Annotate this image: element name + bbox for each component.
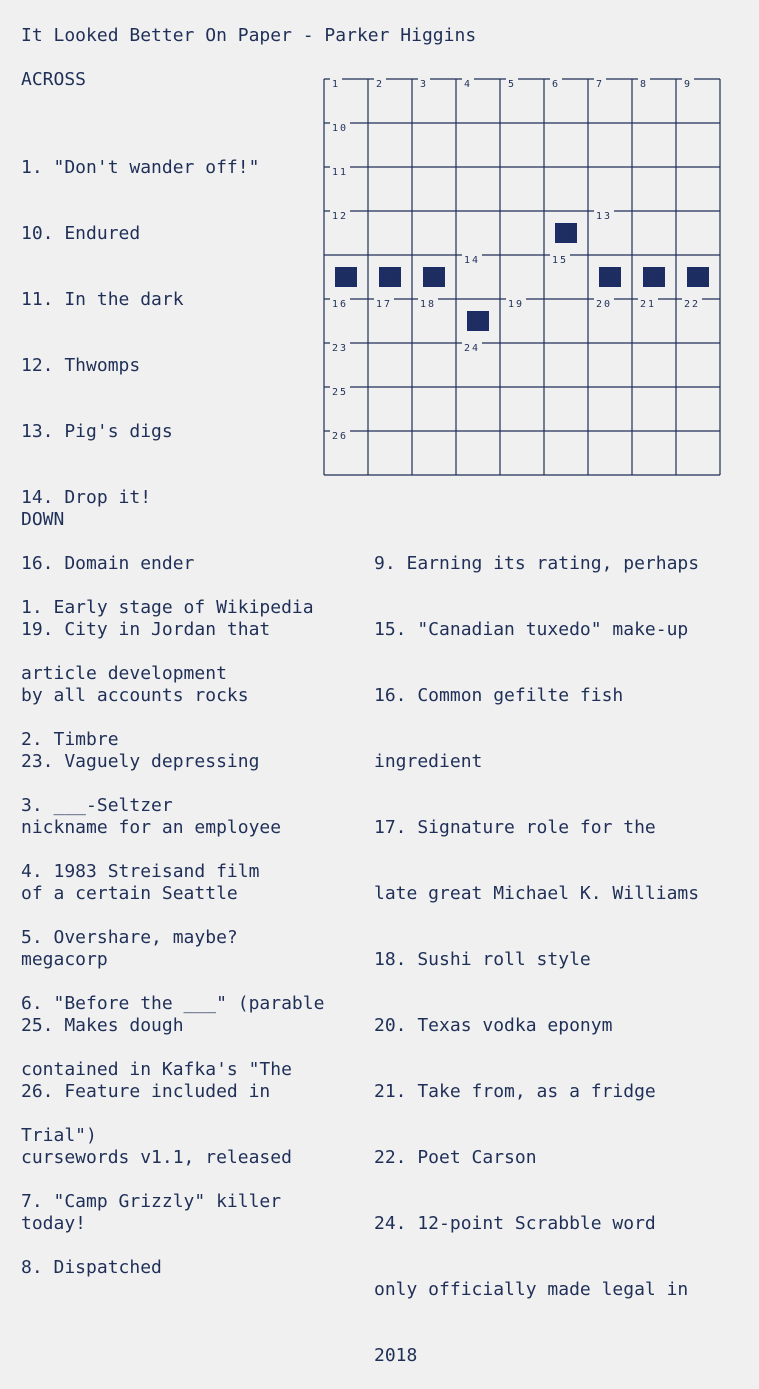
grid-cell[interactable]: [588, 123, 632, 167]
down-clue-line: 2. Timbre: [21, 729, 119, 750]
grid-cell[interactable]: [412, 167, 456, 211]
grid-cell[interactable]: [544, 387, 588, 431]
cell-number: 11: [332, 167, 349, 178]
down-clue-line: article development: [21, 663, 227, 684]
cell-number: 15: [552, 255, 569, 266]
grid-cell[interactable]: [456, 167, 500, 211]
down-clue-line: 1. Early stage of Wikipedia: [21, 597, 314, 618]
cell-number: 22: [684, 299, 701, 310]
grid-cell[interactable]: [368, 167, 412, 211]
across-clue-line: 19. City in Jordan that: [21, 619, 271, 640]
down-clue-line: ingredient: [374, 751, 483, 772]
cell-number: 7: [596, 79, 605, 90]
grid-cell[interactable]: [456, 387, 500, 431]
down-clue-line: 24. 12-point Scrabble word: [374, 1213, 656, 1234]
grid-cell[interactable]: [544, 123, 588, 167]
grid-cell[interactable]: [588, 431, 632, 475]
grid-cell[interactable]: [456, 211, 500, 255]
grid-cell[interactable]: [368, 123, 412, 167]
grid-cell[interactable]: [588, 387, 632, 431]
cell-number: 12: [332, 211, 349, 222]
grid-cell[interactable]: [500, 255, 544, 299]
grid-cell[interactable]: [588, 343, 632, 387]
cell-number: 5: [508, 79, 517, 90]
cell-number: 6: [552, 79, 561, 90]
grid-cell[interactable]: [368, 211, 412, 255]
cell-number: 16: [332, 299, 349, 310]
across-clue-line: 26. Feature included in: [21, 1081, 271, 1102]
grid-cell[interactable]: [412, 123, 456, 167]
down-clue-line: 18. Sushi roll style: [374, 949, 591, 970]
down-clue-line: 16. Common gefilte fish: [374, 685, 624, 706]
grid-cell[interactable]: [412, 431, 456, 475]
grid-cell[interactable]: [500, 343, 544, 387]
grid-cell[interactable]: [676, 211, 720, 255]
grid-cell[interactable]: [412, 343, 456, 387]
grid-cell[interactable]: [500, 123, 544, 167]
across-clue-line: megacorp: [21, 949, 108, 970]
cell-number: 8: [640, 79, 649, 90]
grid-cell[interactable]: [368, 431, 412, 475]
across-clue-line: 25. Makes dough: [21, 1015, 184, 1036]
across-clue-line: 23. Vaguely depressing: [21, 751, 260, 772]
grid-cell[interactable]: [544, 167, 588, 211]
black-square: [643, 267, 665, 287]
down-clue-line: 8. Dispatched: [21, 1257, 162, 1278]
cell-number: 21: [640, 299, 657, 310]
across-clue-line: 12. Thwomps: [21, 355, 141, 376]
grid-cell[interactable]: [676, 431, 720, 475]
grid-cell[interactable]: [676, 343, 720, 387]
grid-cell[interactable]: [456, 123, 500, 167]
grid-cell[interactable]: [368, 387, 412, 431]
down-clue-line: 3. ___-Seltzer: [21, 795, 173, 816]
cell-number: 4: [464, 79, 473, 90]
cell-number: 3: [420, 79, 429, 90]
across-clue-line: 13. Pig's digs: [21, 421, 173, 442]
black-square: [599, 267, 621, 287]
across-clue-line: 1. "Don't wander off!": [21, 157, 260, 178]
cell-number: 19: [508, 299, 525, 310]
across-clue-line: 14. Drop it!: [21, 487, 152, 508]
grid-cell[interactable]: [632, 167, 676, 211]
puzzle-title: It Looked Better On Paper - Parker Higgins: [21, 25, 477, 46]
black-square: [467, 311, 489, 331]
down-heading: DOWN: [21, 509, 65, 530]
grid-cell[interactable]: [544, 299, 588, 343]
down-clue-line: 22. Poet Carson: [374, 1147, 537, 1168]
across-clue-line: cursewords v1.1, released: [21, 1147, 292, 1168]
black-square: [555, 223, 577, 243]
down-clue-line: 6. "Before the ___" (parable: [21, 993, 325, 1014]
across-clue-line: nickname for an employee: [21, 817, 282, 838]
cell-number: 2: [376, 79, 385, 90]
grid-cell[interactable]: [368, 343, 412, 387]
black-square: [687, 267, 709, 287]
across-clue-line: 10. Endured: [21, 223, 141, 244]
grid-cell[interactable]: [676, 387, 720, 431]
cell-number: 13: [596, 211, 613, 222]
grid-cell[interactable]: [632, 387, 676, 431]
grid-cell[interactable]: [500, 167, 544, 211]
down-clue-line: 17. Signature role for the: [374, 817, 656, 838]
grid-cell[interactable]: [632, 431, 676, 475]
black-square: [335, 267, 357, 287]
cell-number: 25: [332, 387, 349, 398]
down-clue-line: Trial"): [21, 1125, 97, 1146]
down-clue-line: 7. "Camp Grizzly" killer: [21, 1191, 282, 1212]
cell-number: 18: [420, 299, 437, 310]
cell-number: 9: [684, 79, 693, 90]
across-clue-line: 11. In the dark: [21, 289, 184, 310]
down-clue-line: 21. Take from, as a fridge: [374, 1081, 656, 1102]
black-square: [423, 267, 445, 287]
grid-cell[interactable]: [632, 343, 676, 387]
grid-cell[interactable]: [588, 167, 632, 211]
down-clue-line: only officially made legal in: [374, 1279, 689, 1300]
grid-cell[interactable]: [544, 431, 588, 475]
cell-number: 17: [376, 299, 393, 310]
across-clue-line: 16. Domain ender: [21, 553, 195, 574]
across-clue-line: by all accounts rocks: [21, 685, 249, 706]
grid-cell[interactable]: [412, 387, 456, 431]
grid-cell[interactable]: [500, 387, 544, 431]
grid-cell[interactable]: [500, 431, 544, 475]
across-clue-line: of a certain Seattle: [21, 883, 238, 904]
cell-number: 26: [332, 431, 349, 442]
cell-number: 1: [332, 79, 341, 90]
down-clue-line: 2018: [374, 1345, 418, 1366]
black-square: [379, 267, 401, 287]
across-clue-line: today!: [21, 1213, 87, 1234]
grid-cell[interactable]: [676, 123, 720, 167]
across-heading: ACROSS: [21, 69, 87, 90]
cell-number: 24: [464, 343, 481, 354]
down-clue-line: 20. Texas vodka eponym: [374, 1015, 613, 1036]
down-clue-line: 15. "Canadian tuxedo" make-up: [374, 619, 689, 640]
grid-cell[interactable]: [412, 211, 456, 255]
down-clue-line: 5. Overshare, maybe?: [21, 927, 238, 948]
down-clue-line: late great Michael K. Williams: [374, 883, 700, 904]
down-clue-line: 4. 1983 Streisand film: [21, 861, 260, 882]
down-clue-line: 9. Earning its rating, perhaps: [374, 553, 700, 574]
cell-number: 23: [332, 343, 349, 354]
grid-cell[interactable]: [544, 343, 588, 387]
cell-number: 10: [332, 123, 349, 134]
grid-cell[interactable]: [500, 211, 544, 255]
cell-number: 14: [464, 255, 481, 266]
cell-number: 20: [596, 299, 613, 310]
down-clue-line: contained in Kafka's "The: [21, 1059, 292, 1080]
grid-cell[interactable]: [456, 431, 500, 475]
grid-cell[interactable]: [676, 167, 720, 211]
grid-cell[interactable]: [632, 123, 676, 167]
grid-cell[interactable]: [632, 211, 676, 255]
